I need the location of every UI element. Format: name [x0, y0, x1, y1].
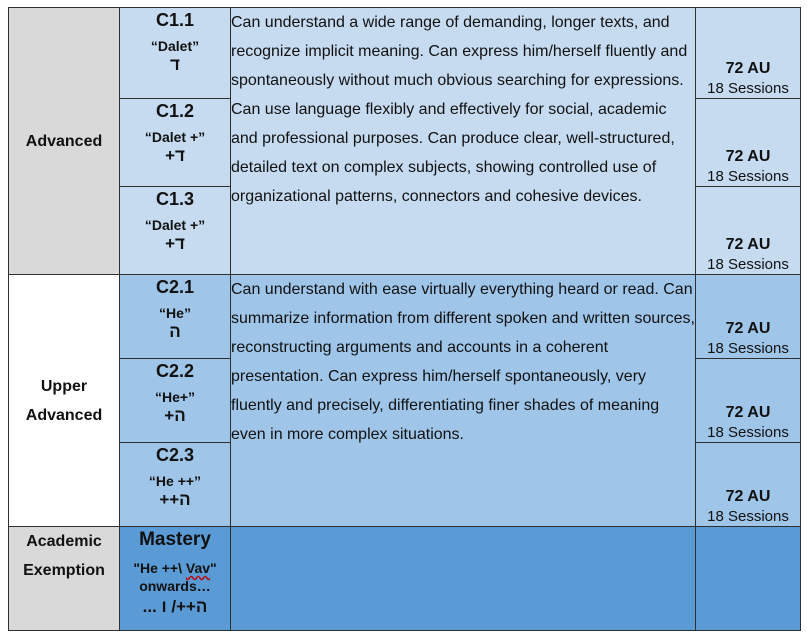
au-value: 72 AU — [725, 320, 771, 337]
level-hebrew: ד — [170, 55, 180, 74]
sessions-value: 18 Sessions — [707, 424, 789, 441]
sessions-value: 18 Sessions — [707, 508, 789, 525]
group-label-advanced — [9, 8, 120, 275]
au-value: 72 AU — [725, 488, 771, 505]
level-cell-mastery — [120, 527, 231, 631]
sessions-value: 18 Sessions — [707, 80, 789, 97]
table-row — [9, 275, 801, 359]
sessions-value: 18 Sessions — [707, 256, 789, 273]
level-cell-c2-3 — [120, 443, 231, 527]
level-name — [120, 559, 230, 577]
level-hebrew: ה — [169, 322, 181, 341]
level-name-suffix: " — [210, 560, 217, 576]
group-label-upper-advanced — [9, 275, 120, 527]
level-name: “He” — [159, 305, 191, 321]
level-cell-c1-3 — [120, 187, 231, 275]
level-hebrew: ה+ — [164, 406, 186, 425]
level-cell-c2-2 — [120, 359, 231, 443]
level-name-line2: onwards… — [139, 578, 211, 594]
cost-cell-c2-1 — [696, 275, 801, 359]
cost-cell-c1-3 — [696, 187, 801, 275]
cost-cell-exemption — [696, 527, 801, 631]
level-cell-c1-1 — [120, 8, 231, 99]
cost-cell-c1-1 — [696, 8, 801, 99]
group-label-exemption — [9, 527, 120, 631]
level-name: “Dalet +” — [144, 217, 206, 233]
level-name-prefix: "He ++\ — [133, 560, 186, 576]
sessions-value: 18 Sessions — [707, 168, 789, 185]
level-code: C2.2 — [155, 361, 195, 381]
levels-table — [8, 7, 801, 631]
level-cell-c1-2 — [120, 99, 231, 187]
description-upper-advanced — [231, 275, 696, 527]
cost-cell-c2-2 — [696, 359, 801, 443]
level-code: C1.1 — [155, 10, 195, 30]
description-advanced — [231, 8, 696, 275]
level-hebrew: ד+ — [165, 234, 185, 253]
au-value: 72 AU — [725, 236, 771, 253]
level-hebrew: ד+ — [165, 146, 185, 165]
group-label-line1: Upper — [40, 377, 88, 395]
description-text: Can understand a wide range of demanding, longer texts, and recognize implicit meaning. Can express him/herself fluently and spontaneously without much obvious searching for expressions. Can use language flexibly and effectively for social, academic and professional purposes. Can produce clear, well-structured, detailed text on complex subjects, showing controlled use of organizational patterns, connectors and cohesive devices. — [231, 14, 688, 205]
au-value: 72 AU — [725, 60, 771, 77]
level-hebrew: ה++/ ו ... — [142, 597, 208, 616]
group-label-line2: Exemption — [23, 562, 105, 579]
description-text: Can understand with ease virtually everything heard or read. Can summarize information from different spoken and written sources, reconstructing arguments and accounts in a coherent presentation. Can express him/herself spontaneously, very fluently and precisely, differentiating finer shades of meaning even in more complex situations. — [231, 281, 695, 443]
group-label-text: Advanced — [25, 132, 103, 150]
description-exemption — [231, 527, 696, 631]
level-cell-c2-1 — [120, 275, 231, 359]
spellcheck-word: Vav — [185, 560, 211, 576]
table-row — [9, 527, 801, 631]
level-name: “He ++” — [148, 473, 202, 489]
level-name: “Dalet +” — [144, 129, 206, 145]
level-code: C1.3 — [155, 189, 195, 209]
level-code: C2.3 — [155, 445, 195, 465]
group-label-line1: Academic — [26, 533, 102, 550]
cost-cell-c1-2 — [696, 99, 801, 187]
level-code: C2.1 — [155, 277, 195, 297]
level-name: “Dalet” — [150, 38, 200, 54]
group-label-line2: Advanced — [25, 406, 103, 424]
cost-cell-c2-3 — [696, 443, 801, 527]
level-code: C1.2 — [155, 101, 195, 121]
au-value: 72 AU — [725, 148, 771, 165]
table-row — [9, 8, 801, 99]
level-hebrew: ה++ — [159, 490, 191, 509]
level-name: “He+” — [154, 389, 196, 405]
sessions-value: 18 Sessions — [707, 340, 789, 357]
au-value: 72 AU — [725, 404, 771, 421]
level-code: Mastery — [139, 529, 211, 550]
